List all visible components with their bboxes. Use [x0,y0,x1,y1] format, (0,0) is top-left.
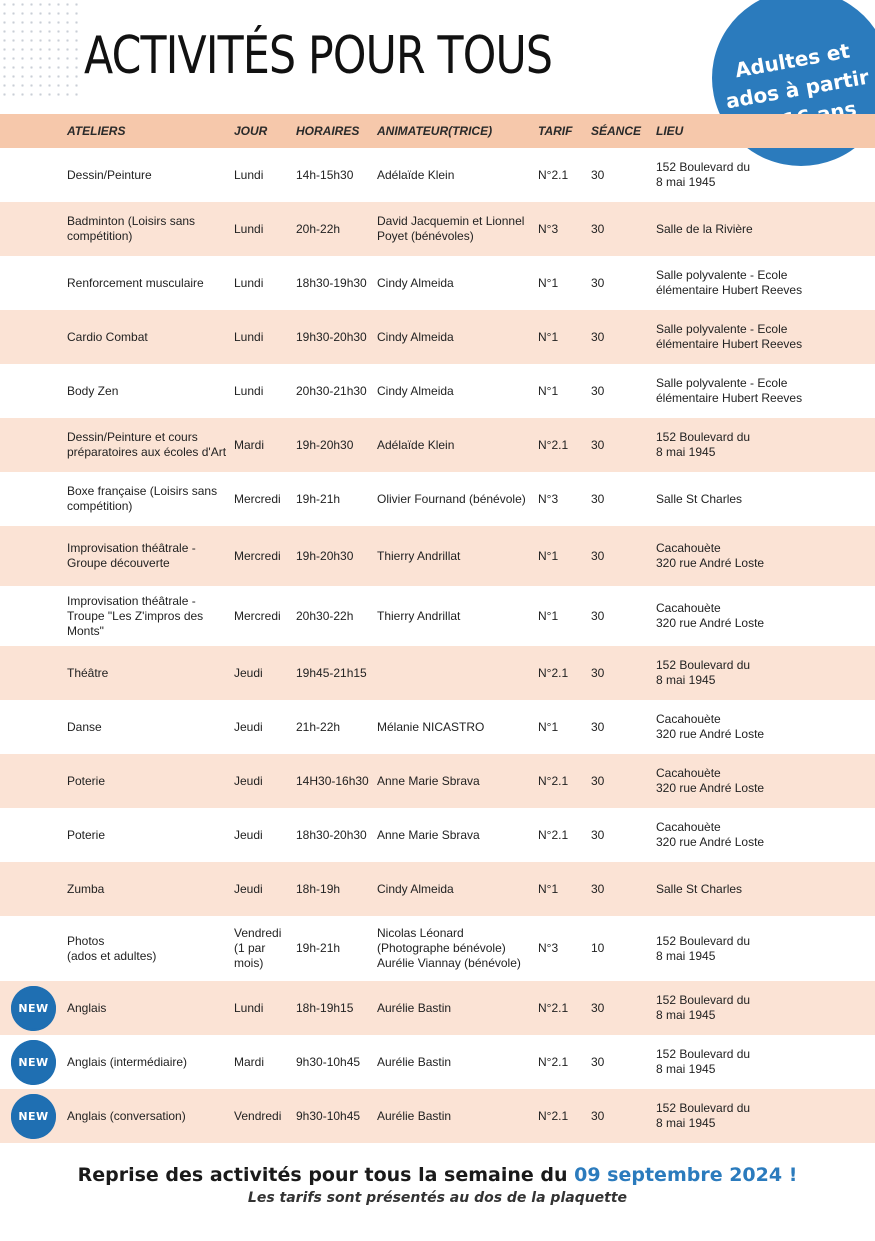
cell-jour: Mercredi [234,608,281,623]
cell-horaires: 18h30-20h30 [296,827,367,842]
cell-lieu: Cacahouète 320 rue André Loste [656,712,765,741]
cell-animateur: David Jacquemin et Lionnel Poyet (bénévoles) [377,214,525,243]
table-row [0,808,875,862]
cell-jour: Lundi [234,329,264,344]
cell-animateur: Cindy Almeida [377,881,454,896]
cell-lieu: Cacahouète 320 rue André Loste [656,820,765,849]
cell-atelier: Photos (ados et adultes) [67,933,157,963]
cell-atelier: Renforcement musculaire [67,275,204,290]
cell-tarif: N°2.1 [538,665,569,680]
cell-seance: 30 [591,827,605,842]
cell-jour: Jeudi [234,827,263,842]
decorative-dots [0,0,80,100]
table-row [0,1089,875,1143]
table-row [0,256,875,310]
cell-horaires: 18h-19h [296,881,341,896]
cell-tarif: N°2.1 [538,437,569,452]
cell-horaires: 9h30-10h45 [296,1054,361,1069]
cell-animateur: Thierry Andrillat [377,608,461,623]
cell-seance: 30 [591,1054,605,1069]
cell-tarif: N°1 [538,329,559,344]
cell-horaires: 19h-20h30 [296,437,354,452]
cell-jour: Jeudi [234,665,263,680]
cell-horaires: 19h-21h [296,491,341,506]
cell-tarif: N°1 [538,719,559,734]
cell-jour: Jeudi [234,881,263,896]
table-row [0,586,875,646]
cell-atelier: Improvisation théâtrale - Troupe "Les Z'impros des Monts" [67,593,204,638]
cell-horaires: 19h-20h30 [296,548,354,563]
cell-lieu: 152 Boulevard du 8 mai 1945 [656,430,751,459]
cell-lieu: 152 Boulevard du 8 mai 1945 [656,1101,751,1130]
cell-lieu: 152 Boulevard du 8 mai 1945 [656,160,751,189]
cell-horaires: 19h30-20h30 [296,329,367,344]
cell-tarif: N°3 [538,221,559,236]
cell-tarif: N°1 [538,275,559,290]
table-row [0,700,875,754]
activities-table [0,148,875,1143]
cell-seance: 30 [591,1108,605,1123]
cell-atelier: Badminton (Loisirs sans compétition) [67,214,196,243]
cell-horaires: 19h45-21h15 [296,665,367,680]
cell-atelier: Dessin/Peinture et cours préparatoires aux écoles d'Art [67,430,227,459]
new-badge: NEW [11,1094,56,1139]
cell-seance: 30 [591,719,605,734]
table-row [0,916,875,981]
cell-animateur: Aurélie Bastin [377,1054,452,1069]
cell-atelier: Danse [67,719,102,734]
header-horaires: HORAIRES [296,124,360,138]
cell-tarif: N°2.1 [538,1108,569,1123]
cell-lieu: 152 Boulevard du 8 mai 1945 [656,1047,751,1076]
cell-jour: Lundi [234,383,264,398]
cell-atelier: Poterie [67,773,106,788]
cell-jour: Mercredi [234,491,281,506]
cell-animateur: Adélaïde Klein [377,167,455,182]
cell-atelier: Zumba [67,881,105,896]
cell-lieu: 152 Boulevard du 8 mai 1945 [656,658,751,687]
cell-atelier: Anglais (conversation) [67,1108,186,1123]
table-row [0,1035,875,1089]
cell-atelier: Poterie [67,827,106,842]
table-header [0,114,875,148]
cell-lieu: Cacahouète 320 rue André Loste [656,601,765,630]
cell-jour: Jeudi [234,719,263,734]
header-seance: SÉANCE [591,124,642,138]
cell-atelier: Cardio Combat [67,329,148,344]
cell-jour: Vendredi [234,1108,282,1123]
cell-atelier: Théâtre [67,665,109,680]
table-row [0,526,875,586]
cell-lieu: Salle polyvalente - Ecole élémentaire Hubert Reeves [656,268,803,297]
cell-lieu: Salle polyvalente - Ecole élémentaire Hubert Reeves [656,376,803,405]
cell-animateur: Aurélie Bastin [377,1000,452,1015]
footer-announcement [0,1164,875,1186]
cell-atelier: Anglais [67,1000,107,1015]
cell-jour: Mardi [234,1054,265,1069]
cell-tarif: N°3 [538,941,559,955]
cell-lieu: Salle de la Rivière [656,221,753,236]
cell-seance: 30 [591,383,605,398]
cell-seance: 30 [591,773,605,788]
cell-animateur: Olivier Fournand (bénévole) [377,491,526,506]
cell-seance: 30 [591,1000,605,1015]
cell-horaires: 14h-15h30 [296,167,354,182]
cell-tarif: N°1 [538,383,559,398]
cell-horaires: 18h-19h15 [296,1000,354,1015]
cell-jour: Mercredi [234,548,281,563]
cell-horaires: 20h30-21h30 [296,383,367,398]
cell-animateur: Mélanie NICASTRO [377,719,485,734]
cell-atelier: Body Zen [67,383,119,398]
cell-lieu: 152 Boulevard du 8 mai 1945 [656,933,751,963]
table-row [0,148,875,202]
cell-seance: 30 [591,548,605,563]
cell-lieu: Salle polyvalente - Ecole élémentaire Hubert Reeves [656,322,803,351]
age-badge-text: Adultes et ados à partir ans [723,38,871,127]
cell-horaires: 9h30-10h45 [296,1108,361,1123]
cell-seance: 30 [591,329,605,344]
cell-tarif: N°3 [538,491,559,506]
footer-announcement-text: Reprise des activités pour tous la semaine du [77,1164,575,1186]
footer [0,1164,875,1206]
cell-seance: 30 [591,437,605,452]
cell-tarif: N°2.1 [538,1054,569,1069]
cell-horaires: 18h30-19h30 [296,275,367,290]
cell-animateur: Aurélie Bastin [377,1108,452,1123]
footer-note: Les tarifs sont présentés au dos de la plaquette [247,1190,628,1206]
cell-animateur: Adélaïde Klein [377,437,455,452]
cell-lieu: 152 Boulevard du 8 mai 1945 [656,993,751,1022]
table-row [0,862,875,916]
cell-lieu: Cacahouète 320 rue André Loste [656,766,765,795]
cell-atelier: Improvisation théâtrale - Groupe découverte [67,541,196,570]
cell-seance: 30 [591,881,605,896]
cell-seance: 30 [591,275,605,290]
cell-seance: 30 [591,491,605,506]
table-row [0,418,875,472]
cell-jour: Lundi [234,275,264,290]
cell-seance: 30 [591,221,605,236]
page-title: ACTIVITÉS POUR TOUS [84,26,553,86]
cell-jour: Jeudi [234,773,263,788]
cell-tarif: N°2.1 [538,167,569,182]
cell-jour: Vendredi (1 par mois) [234,926,282,970]
new-badge: NEW [11,1040,56,1085]
cell-lieu: Salle St Charles [656,491,743,506]
cell-tarif: N°2.1 [538,827,569,842]
table-row [0,202,875,256]
header-ateliers: ATELIERS [67,124,126,138]
cell-animateur [377,646,532,700]
cell-seance: 30 [591,167,605,182]
cell-lieu: Salle St Charles [656,881,743,896]
cell-horaires: 14H30-16h30 [296,773,369,788]
cell-tarif: N°1 [538,548,559,563]
table-row [0,754,875,808]
cell-jour: Lundi [234,1000,264,1015]
cell-atelier: Anglais (intermédiaire) [67,1054,188,1069]
cell-animateur: Anne Marie Sbrava [377,827,480,842]
cell-animateur: Thierry Andrillat [377,548,461,563]
cell-seance: 30 [591,608,605,623]
header-lieu: LIEU [656,124,684,138]
cell-animateur: Nicolas Léonard (Photographe bénévole) Aurélie Viannay (bénévole) [377,926,521,970]
cell-animateur: Cindy Almeida [377,329,454,344]
cell-horaires: 20h-22h [296,221,341,236]
cell-jour: Lundi [234,221,264,236]
cell-animateur: Cindy Almeida [377,383,454,398]
table-row [0,472,875,526]
header-jour: JOUR [234,124,268,138]
cell-tarif: N°2.1 [538,1000,569,1015]
cell-animateur: Anne Marie Sbrava [377,773,480,788]
cell-horaires: 20h30-22h [296,608,354,623]
cell-tarif: N°1 [538,881,559,896]
table-row [0,310,875,364]
cell-tarif: N°1 [538,608,559,623]
cell-atelier: Boxe française (Loisirs sans compétition) [67,484,218,513]
cell-seance: 30 [591,665,605,680]
table-row [0,981,875,1035]
cell-seance: 10 [591,941,605,955]
table-row [0,646,875,700]
cell-animateur: Cindy Almeida [377,275,454,290]
table-row [0,364,875,418]
header-animateur: ANIMATEUR(TRICE) [377,124,493,138]
header-tarif: TARIF [538,124,573,138]
cell-horaires: 19h-21h [296,941,341,955]
cell-tarif: N°2.1 [538,773,569,788]
footer-date: 09 septembre 2024 ! [574,1164,798,1186]
cell-horaires: 21h-22h [296,719,341,734]
new-badge: NEW [11,986,56,1031]
cell-lieu: Cacahouète 320 rue André Loste [656,541,765,570]
cell-jour: Mardi [234,437,265,452]
cell-jour: Lundi [234,167,264,182]
cell-atelier: Dessin/Peinture [67,167,152,182]
